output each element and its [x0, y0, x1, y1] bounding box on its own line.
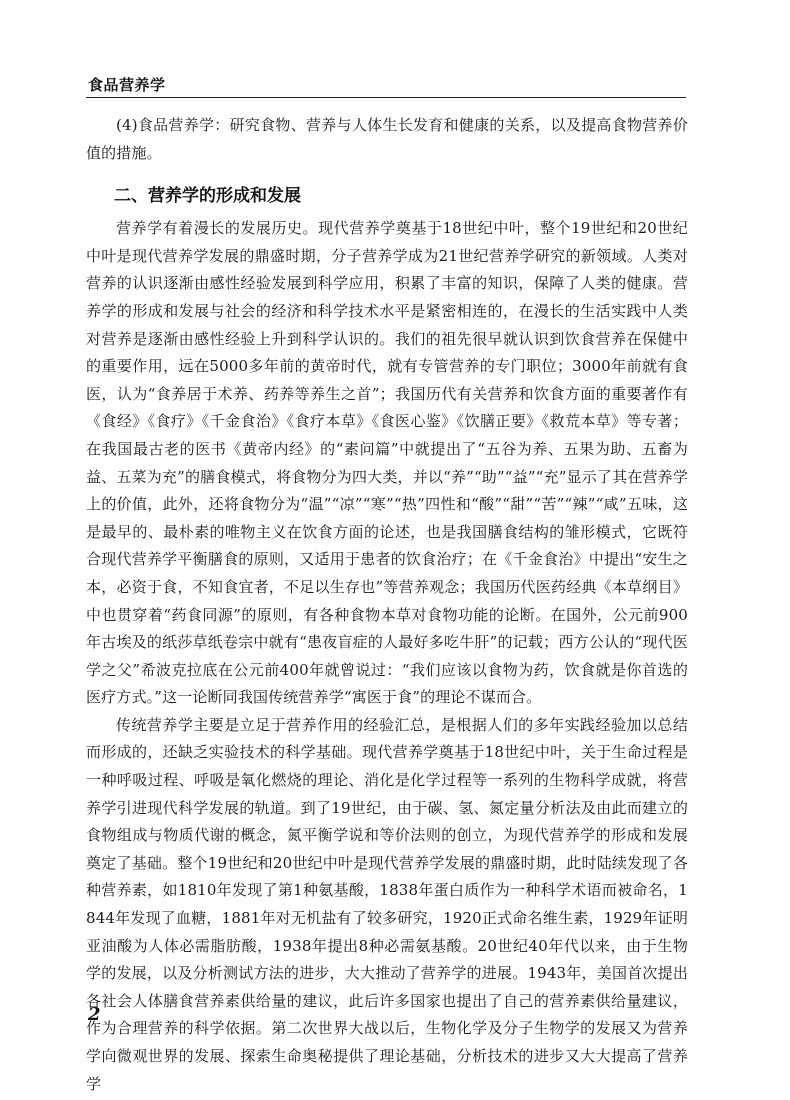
- header-divider: [86, 97, 686, 98]
- body-paragraph-history: 营养学有着漫长的发展历史。现代营养学奠基于18世纪中叶，整个19世纪和20世纪中叶是现代营养学发展的鼎盛时期，分子营养学成为21世纪营养学研究的新领域。人类对营养的认识逐渐由感性经验发展到科学应用，积累了丰富的知识，保障了人类的健康。营养学的形成和发展与社会的经济和科学技术水平是紧密相连的，在漫长的生活实践中人类对营养是逐渐由感性经验上升到科学认识的。我们的祖先很早就认识到饮食营养在保健中的重要作用，远在5000多年前的黄帝时代，就有专管营养的专门职位；3000年前就有食医，认为“食养居于术养、药养等养生之首”；我国历代有关营养和饮食方面的重要著作有《食经》《食疗》《千金食治》《食疗本草》《食医心鉴》《饮膳正要》《救荒本草》等专著；在我国最古老的医书《黄帝内经》的“素问篇”中就提出了“五谷为养、五果为助、五畜为益、五菜为充”的膳食模式，将食物分为四大类，并以“养”“助”“益”“充”显示了其在营养学上的价值，此外，还将食物分为“温”“凉”“寒”“热”四性和“酸”“甜”“苦”“辣”“咸”五味，这是最早的、最朴素的唯物主义在饮食方面的论述，也是我国膳食结构的雏形模式，它既符合现代营养学平衡膳食的原则，又适用于患者的饮食治疗；在《千金食治》中提出“安生之本，必资于食，不知食宜者，不足以生存也”等营养观念；我国历代医药经典《本草纲目》中也贯穿着“药食同源”的原则，有各种食物本草对食物功能的论断。在国外，公元前900年古埃及的纸莎草纸卷宗中就有“患夜盲症的人最好多吃牛肝”的记载；西方公认的“现代医学之父”希波克拉底在公元前400年就曾说过：“我们应该以食物为药，饮食就是你首选的医疗方式。”这一论断同我国传统营养学“寓医于食”的理论不谋而合。: [86, 219, 688, 707]
- intro-paragraph: (4)食品营养学：研究食物、营养与人体生长发育和健康的关系，以及提高食物营养价值的措施。: [86, 116, 688, 162]
- page-number: 2: [88, 1004, 101, 1025]
- body-paragraph-modern: 传统营养学主要是立足于营养作用的经验汇总，是根据人们的多年实践经验加以总结而形成的，还缺乏实验技术的科学基础。现代营养学奠基于18世纪中叶，关于生命过程是一种呼吸过程、呼吸是氧化燃烧的理论、消化是化学过程等一系列的生物科学成就，将营养学引进现代科学发展的轨道。到了19世纪，由于碳、氢、氮定量分析法及由此而建立的食物组成与物质代谢的概念，氮平衡学说和等价法则的创立，为现代营养学的形成和发展奠定了基础。整个19世纪和20世纪中叶是现代营养学发展的鼎盛时期，此时陆续发现了各种营养素，如1810年发现了第1种氨基酸，1838年蛋白质作为一种科学术语而被命名，1844年发现了血糖，1881年对无机盐有了较多研究，1920正式命名维生素，1929年证明亚油酸为人体必需脂肪酸，1938年提出8种必需氨基酸。20世纪40年代以来，由于生物学的发展，以及分析测试方法的进步，大大推动了营养学的进展。1943年，美国首次提出各社会人体膳食营养素供给量的建议，此后许多国家也提出了自己的营养素供给量建议，作为合理营养的科学依据。第二次世界大战以后，生物化学及分子生物学的发展又为营养学向微观世界的发展、探索生命奥秘提供了理论基础，分析技术的进步又大大提高了营养学: [86, 715, 688, 1093]
- running-header: 食品营养学: [88, 76, 166, 94]
- page-body: [86, 112, 688, 1098]
- section-heading: 二、营养学的形成和发展: [114, 186, 301, 207]
